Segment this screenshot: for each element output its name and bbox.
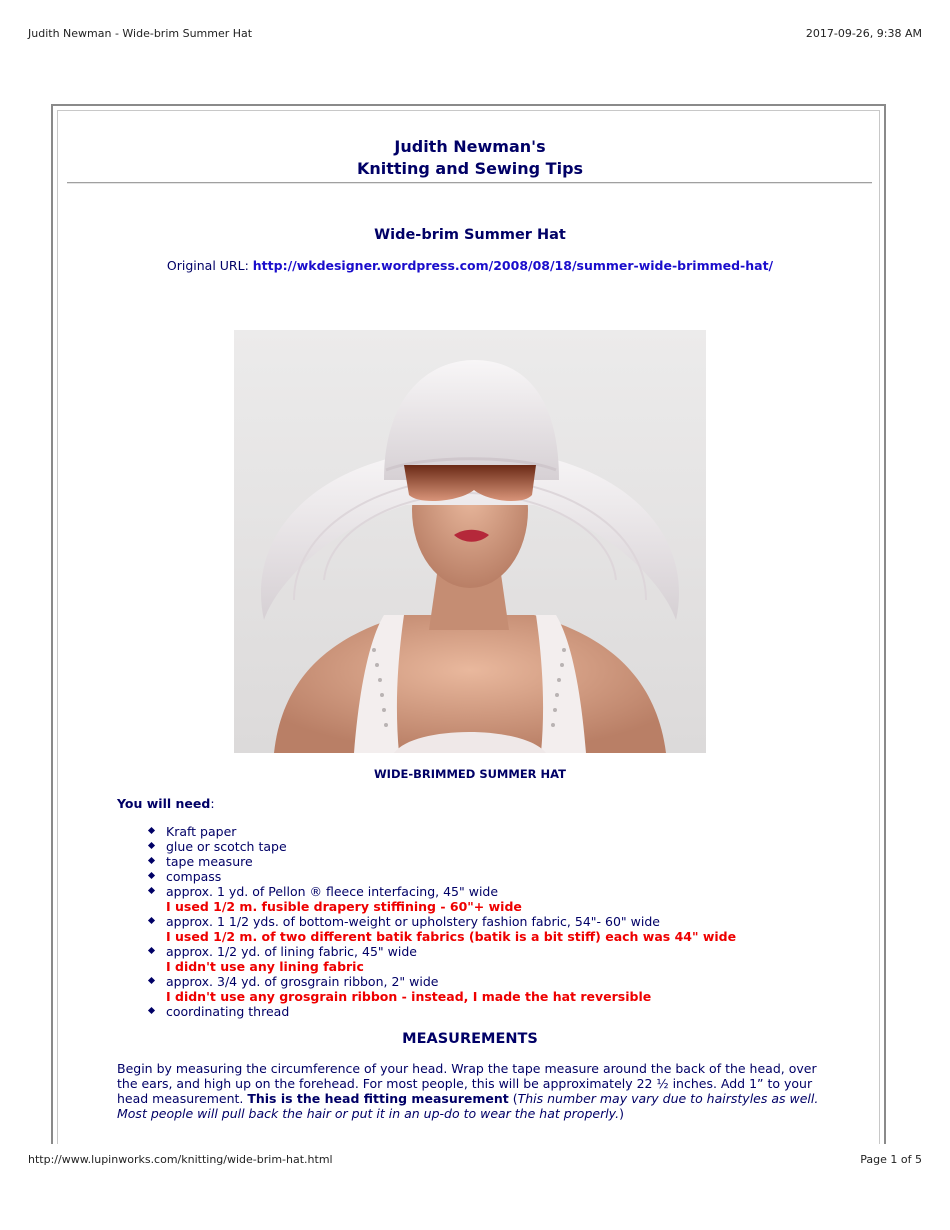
page-title: Wide-brim Summer Hat (374, 227, 566, 243)
title-divider (67, 182, 872, 184)
material-text: approx. 3/4 yd. of grosgrain ribbon, 2" wide (166, 974, 439, 989)
print-header-title: Judith Newman - Wide-brim Summer Hat (28, 27, 253, 40)
material-text: Kraft paper (166, 824, 237, 839)
print-footer-url: http://www.lupinworks.com/knitting/wide-brim-hat.html (28, 1153, 333, 1166)
measurements-paren-open: ( (508, 1091, 518, 1106)
material-text: approx. 1 1/2 yds. of bottom-weight or upholstery fashion fabric, 54"- 60" wide (166, 914, 660, 929)
measurements-heading: MEASUREMENTS (402, 1031, 538, 1047)
material-text: tape measure (166, 854, 253, 869)
material-text: approx. 1/2 yd. of lining fabric, 45" wide (166, 944, 417, 959)
list-item (147, 884, 827, 914)
measurements-paren-close: ) (619, 1106, 624, 1121)
bullet-icon (148, 1007, 155, 1014)
bullet-icon (148, 872, 155, 879)
list-item (147, 839, 827, 854)
material-note: I didn't use any lining fabric (166, 959, 364, 974)
photo-caption: WIDE-BRIMMED SUMMER HAT (373, 767, 567, 781)
original-url-link[interactable]: http://wkdesigner.wordpress.com/2008/08/18/summer-wide-brimmed-hat/ (252, 258, 774, 273)
bullet-icon (148, 842, 155, 849)
hat-photo-illustration (234, 330, 706, 753)
you-will-need (117, 796, 827, 811)
list-item (147, 869, 827, 884)
list-item (147, 1004, 827, 1019)
bullet-icon (148, 887, 155, 894)
bullet-icon (148, 827, 155, 834)
list-item (147, 974, 827, 1004)
material-text: coordinating thread (166, 1004, 290, 1019)
list-item (147, 854, 827, 869)
bullet-icon (148, 977, 155, 984)
materials-list (147, 824, 827, 1019)
list-item (147, 914, 827, 944)
material-text: compass (166, 869, 222, 884)
bullet-icon (148, 947, 155, 954)
material-text: approx. 1 yd. of Pellon ® fleece interfacing, 45" wide (166, 884, 499, 899)
site-title-line2: Knitting and Sewing Tips (356, 159, 584, 178)
you-will-need-label: You will need (117, 796, 211, 811)
you-will-need-colon: : (210, 796, 215, 811)
original-url-line (0, 258, 940, 273)
list-item (147, 944, 827, 974)
print-footer-page: Page 1 of 5 (860, 1153, 922, 1166)
measurements-paragraph (117, 1061, 827, 1121)
measurements-italic: This number may vary due to hairstyles as well. Most people will pull back the hair or put it in an up-do to wear the hat properly. (117, 1091, 819, 1121)
print-header (28, 27, 922, 40)
print-footer (28, 1153, 922, 1166)
measurements-bold: This is the head fitting measurement (247, 1091, 509, 1106)
print-header-timestamp: 2017-09-26, 9:38 AM (805, 27, 922, 40)
bullet-icon (148, 857, 155, 864)
site-title-line1: Judith Newman's (394, 137, 546, 156)
bullet-icon (148, 917, 155, 924)
material-note: I used 1/2 m. of two different batik fabrics (batik is a bit stiff) each was 44" wide (166, 929, 737, 944)
list-item (147, 824, 827, 839)
hat-photo (234, 330, 706, 753)
material-note: I used 1/2 m. fusible drapery stiffining - 60"+ wide (166, 899, 522, 914)
material-note: I didn't use any grosgrain ribbon - instead, I made the hat reversible (166, 989, 652, 1004)
measurements-text: Begin by measuring the circumference of your head. Wrap the tape measure around the back of the head, over the ears, and high up on the forehead. For most people, this will be approximately 22 ½ inches. Add 1” to your head measurement. (117, 1061, 817, 1106)
site-title (0, 136, 940, 180)
material-text: glue or scotch tape (166, 839, 287, 854)
original-url-label: Original URL: (166, 258, 249, 273)
